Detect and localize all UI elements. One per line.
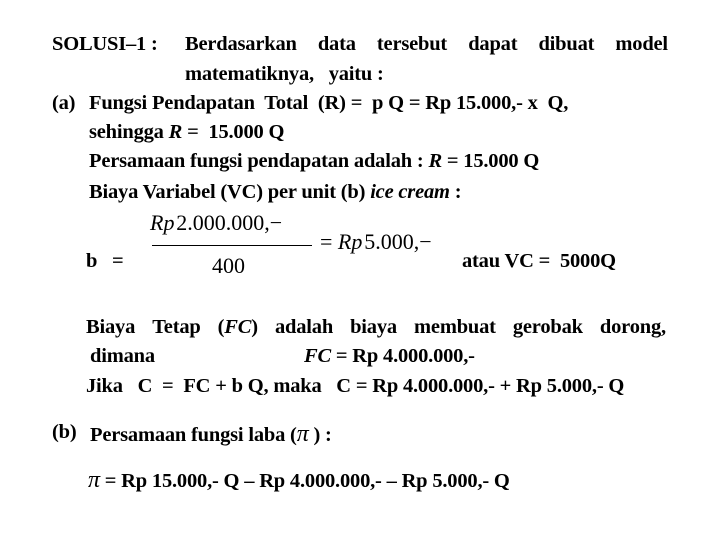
pi-symbol: π: [296, 421, 309, 447]
revenue-result-line: [89, 122, 284, 143]
vc-equation: atau VC = 5000Q: [462, 250, 616, 272]
header-line-1: [185, 34, 668, 55]
part-a-marker: (a): [52, 92, 76, 114]
word: (FC): [217, 316, 258, 338]
header-line-2: matematiknya, yaitu :: [185, 63, 384, 85]
text: = 15.000 Q: [441, 150, 540, 172]
word: gerobak: [512, 316, 583, 338]
text: = 15.000 Q: [182, 121, 285, 143]
revenue-function-line: Fungsi Pendapatan Total (R) = p Q = Rp 15.000,- x Q,: [89, 92, 569, 114]
text: = Rp 4.000.000,-: [330, 345, 475, 367]
part-b-marker: (b): [52, 421, 77, 443]
text: Biaya Variabel (VC) per unit (b): [89, 181, 371, 203]
word: biaya: [350, 316, 397, 338]
word: Biaya: [86, 316, 136, 338]
equals-sign: =: [320, 229, 333, 254]
value: 5.000,−: [364, 229, 432, 254]
fc-italic: FC: [224, 316, 252, 338]
header-word: Berdasarkan: [185, 33, 297, 55]
header-word: dapat: [468, 33, 518, 55]
header-word: data: [317, 33, 356, 55]
currency: Rp: [337, 229, 363, 254]
fraction-denominator: 400: [212, 253, 245, 278]
value: 2.000.000,−: [176, 210, 283, 235]
pi-symbol: π: [88, 467, 100, 493]
text: :: [449, 181, 462, 203]
total-cost-line: Jika C = FC + b Q, maka C = Rp 4.000.000,- + Rp 5.000,- Q: [86, 375, 625, 397]
fraction-bar: [152, 245, 312, 246]
revenue-equation-line: [89, 151, 539, 172]
text: = Rp 15.000,- Q – Rp 4.000.000,- – Rp 5.000,- Q: [104, 470, 510, 492]
text: Persamaan fungsi laba (: [90, 424, 297, 446]
text: ) :: [308, 424, 332, 446]
word: membuat: [414, 316, 496, 338]
currency: Rp: [150, 210, 175, 235]
word: Tetap: [152, 316, 201, 338]
var-r: R: [428, 150, 442, 172]
word: dorong,: [599, 316, 666, 338]
var-r: R: [168, 121, 183, 143]
var-fc: FC: [304, 345, 331, 367]
profit-function-line: [90, 422, 332, 446]
header-word: dibuat: [538, 33, 595, 55]
variable-cost-line: [89, 182, 461, 203]
rhs-value: [320, 231, 432, 253]
b-equals: b =: [86, 250, 124, 272]
profit-equation-line: [88, 468, 510, 492]
fraction-numerator: [150, 212, 282, 234]
fixed-cost-line-1: [86, 317, 666, 338]
word: adalah: [274, 316, 334, 338]
fc-value-line: [304, 346, 475, 367]
text: Persamaan fungsi pendapatan adalah :: [89, 150, 429, 172]
text: sehingga: [89, 121, 169, 143]
ice-cream-text: ice cream: [370, 181, 450, 203]
dimana-label: dimana: [90, 345, 155, 367]
header-word: model: [615, 33, 668, 55]
header-word: tersebut: [376, 33, 448, 55]
solution-label: SOLUSI–1 :: [52, 33, 158, 55]
